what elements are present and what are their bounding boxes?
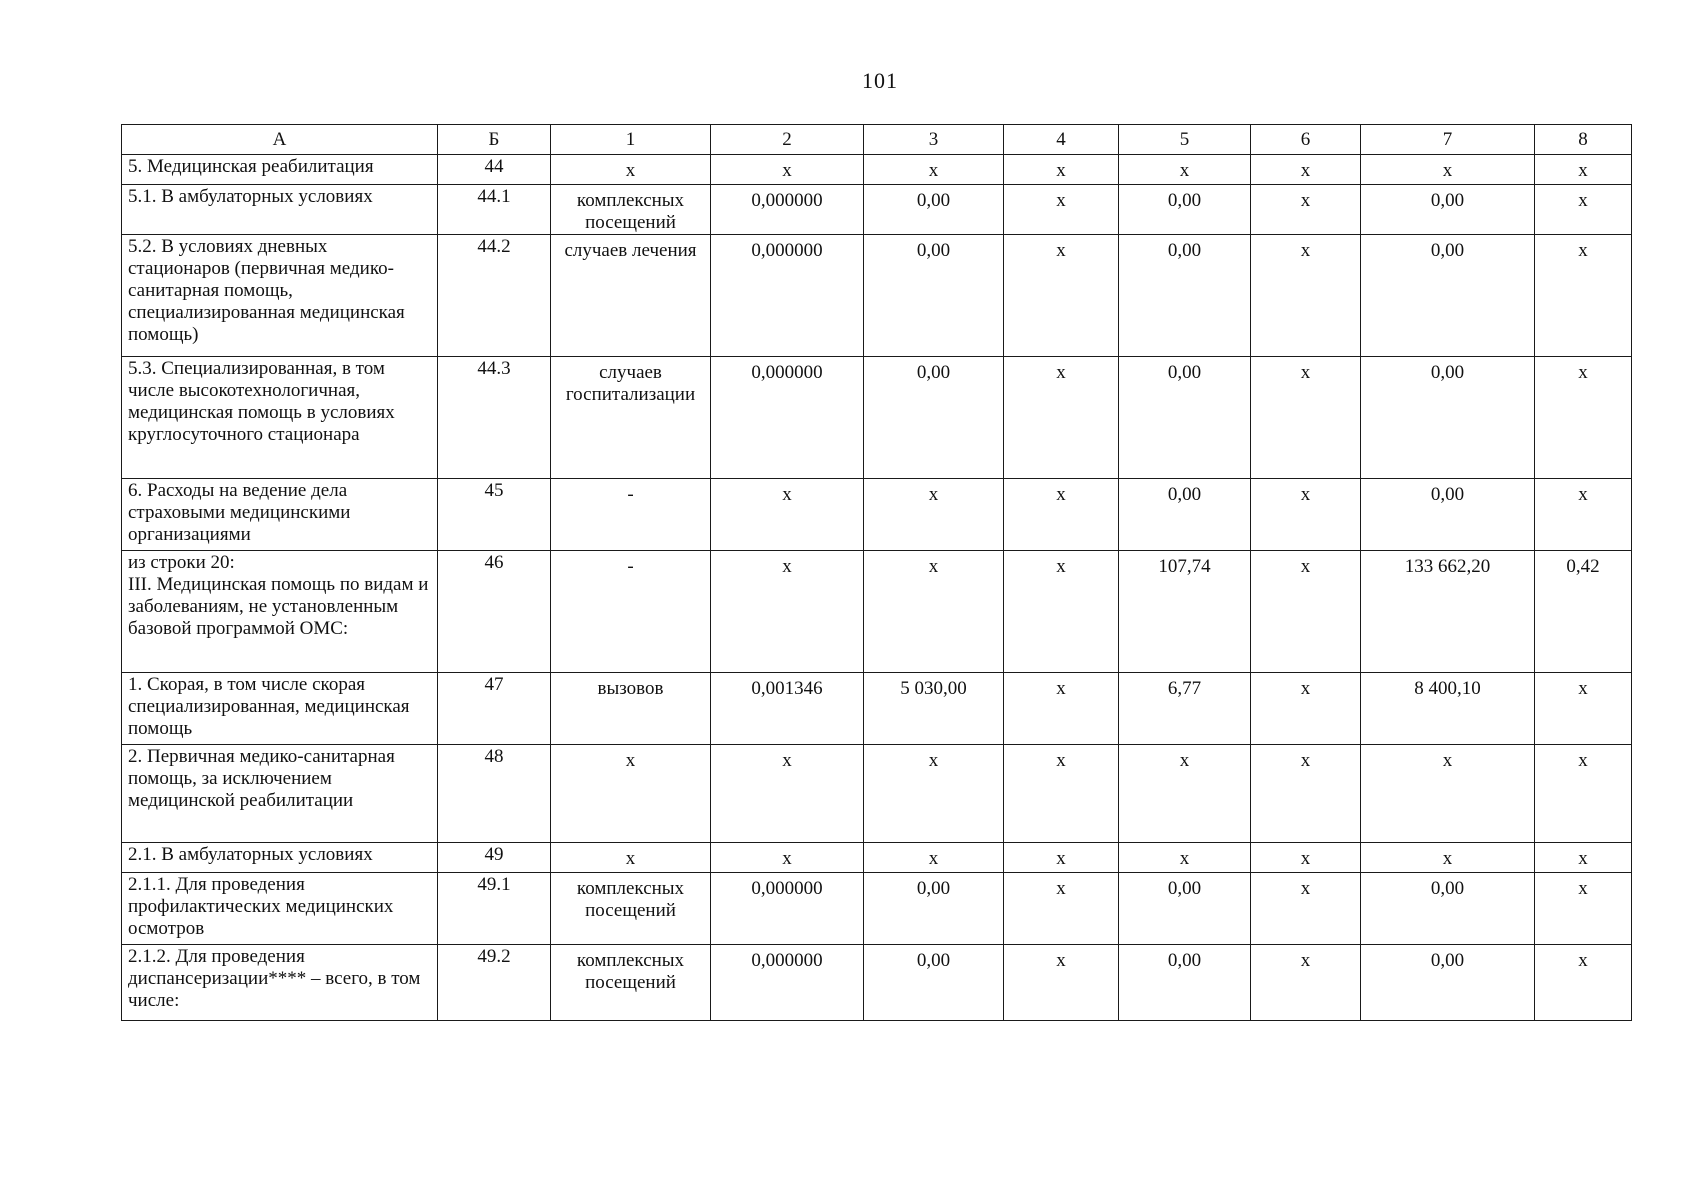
row-code-cell: 46 (438, 551, 551, 673)
row-value-cell: х (1004, 155, 1119, 185)
row-value-cell: 0,00 (1119, 235, 1251, 357)
header-col-2: 2 (711, 125, 864, 155)
row-value-cell: 0,00 (1361, 945, 1535, 1021)
row-unit-cell: комплексных посещений (551, 945, 711, 1021)
row-value-cell: х (1251, 479, 1361, 551)
row-value-cell: 0,00 (1361, 873, 1535, 945)
row-code-cell: 49 (438, 843, 551, 873)
page-number: 101 (862, 68, 898, 93)
row-name-cell: 2.1. В амбулаторных условиях (122, 843, 438, 873)
row-unit-cell: - (551, 479, 711, 551)
header-col-a: А (122, 125, 438, 155)
row-value-cell: х (1119, 843, 1251, 873)
row-value-cell: х (1535, 235, 1632, 357)
row-value-cell: х (1004, 945, 1119, 1021)
row-value-cell: х (711, 745, 864, 843)
row-value-cell: 107,74 (1119, 551, 1251, 673)
row-value-cell: х (1535, 357, 1632, 479)
row-value-cell: х (1361, 745, 1535, 843)
row-unit-cell: комплексных посещений (551, 873, 711, 945)
row-value-cell: 0,000000 (711, 945, 864, 1021)
row-value-cell: 8 400,10 (1361, 673, 1535, 745)
header-col-4: 4 (1004, 125, 1119, 155)
row-unit-cell: х (551, 745, 711, 843)
row-name-cell: 5.3. Специализированная, в том числе высокотехнологичная, медицинская помощь в условиях круглосуточного стационара (122, 357, 438, 479)
table-row (122, 551, 1632, 673)
row-value-cell: х (1535, 673, 1632, 745)
row-value-cell: 133 662,20 (1361, 551, 1535, 673)
row-value-cell: 0,00 (1119, 185, 1251, 235)
row-value-cell: х (711, 155, 864, 185)
header-col-1: 1 (551, 125, 711, 155)
header-col-b: Б (438, 125, 551, 155)
row-value-cell: х (864, 155, 1004, 185)
row-value-cell: х (711, 479, 864, 551)
table-row (122, 873, 1632, 945)
row-value-cell: х (1251, 843, 1361, 873)
row-value-cell: х (1119, 155, 1251, 185)
row-name-cell: 1. Скорая, в том числе скорая специализированная, медицинская помощь (122, 673, 438, 745)
row-unit-cell: случаев госпитализации (551, 357, 711, 479)
data-table (121, 124, 1632, 1021)
row-value-cell: 0,42 (1535, 551, 1632, 673)
table-row (122, 945, 1632, 1021)
row-value-cell: 0,000000 (711, 357, 864, 479)
row-value-cell: х (1251, 745, 1361, 843)
row-value-cell: х (1004, 673, 1119, 745)
row-value-cell: 0,001346 (711, 673, 864, 745)
row-value-cell: 0,000000 (711, 235, 864, 357)
row-name-cell: 5.2. В условиях дневных стационаров (первичная медико-санитарная помощь, специализированная медицинская помощь) (122, 235, 438, 357)
row-value-cell: 0,000000 (711, 873, 864, 945)
row-value-cell: х (1004, 745, 1119, 843)
row-unit-cell: х (551, 155, 711, 185)
row-value-cell: х (1004, 873, 1119, 945)
header-col-7: 7 (1361, 125, 1535, 155)
row-value-cell: х (1535, 745, 1632, 843)
row-value-cell: х (1361, 155, 1535, 185)
row-value-cell: х (711, 551, 864, 673)
table-row (122, 357, 1632, 479)
row-code-cell: 49.2 (438, 945, 551, 1021)
row-value-cell: х (1004, 479, 1119, 551)
row-value-cell: 0,00 (864, 185, 1004, 235)
row-value-cell: 6,77 (1119, 673, 1251, 745)
row-value-cell: х (1004, 185, 1119, 235)
row-name-cell: 2.1.2. Для проведения диспансеризации**** – всего, в том числе: (122, 945, 438, 1021)
row-value-cell: х (1361, 843, 1535, 873)
row-value-cell: 0,00 (1361, 185, 1535, 235)
row-value-cell: х (1535, 945, 1632, 1021)
row-value-cell: х (1251, 235, 1361, 357)
row-value-cell: х (1004, 843, 1119, 873)
table-row (122, 673, 1632, 745)
row-value-cell: 5 030,00 (864, 673, 1004, 745)
row-code-cell: 44 (438, 155, 551, 185)
row-value-cell: 0,00 (1361, 235, 1535, 357)
row-code-cell: 44.3 (438, 357, 551, 479)
row-value-cell: х (1251, 945, 1361, 1021)
row-value-cell: х (711, 843, 864, 873)
row-code-cell: 45 (438, 479, 551, 551)
row-code-cell: 48 (438, 745, 551, 843)
row-value-cell: х (1004, 551, 1119, 673)
row-value-cell: 0,00 (864, 873, 1004, 945)
row-unit-cell: вызовов (551, 673, 711, 745)
row-name-cell: 5.1. В амбулаторных условиях (122, 185, 438, 235)
row-value-cell: х (1535, 479, 1632, 551)
row-value-cell: х (1251, 357, 1361, 479)
row-value-cell: 0,00 (864, 945, 1004, 1021)
row-value-cell: х (864, 745, 1004, 843)
row-value-cell: 0,00 (1119, 945, 1251, 1021)
row-unit-cell: комплексных посещений (551, 185, 711, 235)
row-value-cell: х (1251, 551, 1361, 673)
row-value-cell: х (864, 479, 1004, 551)
row-value-cell: 0,000000 (711, 185, 864, 235)
row-value-cell: х (1251, 673, 1361, 745)
row-value-cell: х (864, 551, 1004, 673)
row-unit-cell: х (551, 843, 711, 873)
row-value-cell: х (1535, 155, 1632, 185)
row-name-cell: 2.1.1. Для проведения профилактических медицинских осмотров (122, 873, 438, 945)
row-name-cell: 5. Медицинская реабилитация (122, 155, 438, 185)
row-value-cell: х (1251, 155, 1361, 185)
table-row (122, 155, 1632, 185)
row-code-cell: 44.1 (438, 185, 551, 235)
row-value-cell: 0,00 (1119, 479, 1251, 551)
row-value-cell: х (1004, 235, 1119, 357)
row-code-cell: 47 (438, 673, 551, 745)
header-col-6: 6 (1251, 125, 1361, 155)
row-value-cell: 0,00 (1361, 357, 1535, 479)
row-value-cell: х (1535, 843, 1632, 873)
row-value-cell: х (1535, 873, 1632, 945)
row-unit-cell: - (551, 551, 711, 673)
row-name-cell: из строки 20: III. Медицинская помощь по видам и заболеваниям, не установленным базовой программой ОМС: (122, 551, 438, 673)
row-value-cell: 0,00 (1361, 479, 1535, 551)
row-name-cell: 2. Первичная медико-санитарная помощь, за исключением медицинской реабилитации (122, 745, 438, 843)
row-value-cell: х (1004, 357, 1119, 479)
header-col-8: 8 (1535, 125, 1632, 155)
table-row (122, 479, 1632, 551)
row-value-cell: х (1535, 185, 1632, 235)
row-value-cell: 0,00 (864, 357, 1004, 479)
row-value-cell: 0,00 (864, 235, 1004, 357)
row-value-cell: 0,00 (1119, 357, 1251, 479)
table-row (122, 185, 1632, 235)
row-code-cell: 44.2 (438, 235, 551, 357)
table-row (122, 745, 1632, 843)
row-value-cell: 0,00 (1119, 873, 1251, 945)
header-col-3: 3 (864, 125, 1004, 155)
row-name-cell: 6. Расходы на ведение дела страховыми медицинскими организациями (122, 479, 438, 551)
row-value-cell: х (1251, 185, 1361, 235)
row-value-cell: х (1119, 745, 1251, 843)
row-value-cell: х (1251, 873, 1361, 945)
table-header-row (122, 125, 1632, 155)
row-unit-cell: случаев лечения (551, 235, 711, 357)
header-col-5: 5 (1119, 125, 1251, 155)
row-value-cell: х (864, 843, 1004, 873)
row-code-cell: 49.1 (438, 873, 551, 945)
table-row (122, 235, 1632, 357)
table-row (122, 843, 1632, 873)
